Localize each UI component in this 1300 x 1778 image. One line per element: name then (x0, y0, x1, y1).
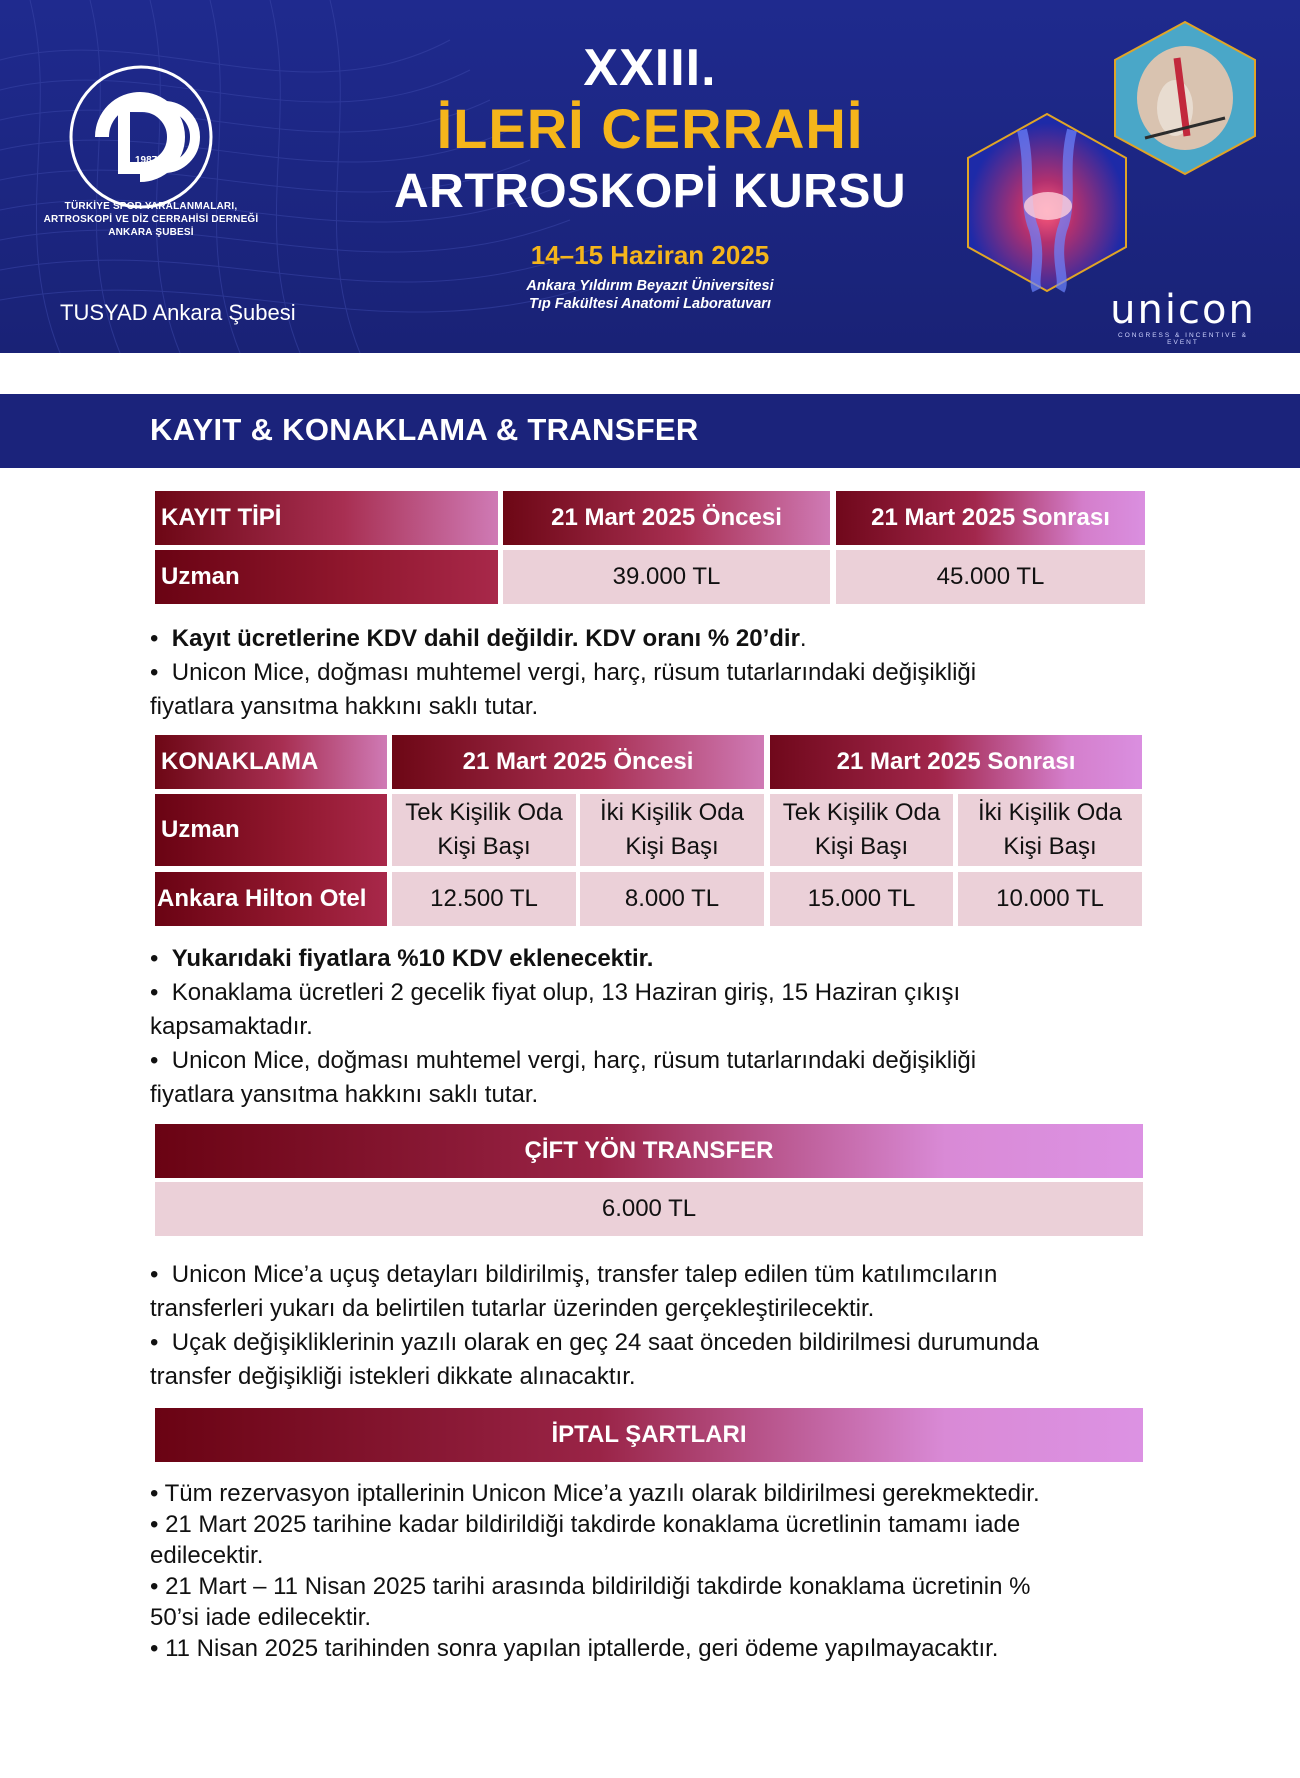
table-cell-room-type (770, 794, 953, 866)
note-line: fiyatlara yansıtma hakkını saklı tutar. (150, 1081, 539, 1108)
note-text: Unicon Mice, doğması muhtemel vergi, harç, rüsum tutarlarındaki değişikliği (171, 659, 977, 686)
note-line: • Kayıt ücretlerine KDV dahil değildir. KDV oranı % 20’dir. (150, 625, 807, 652)
table-header-cell: KONAKLAMA (155, 735, 387, 789)
edition-number: XXIII. (583, 39, 717, 97)
table-row-label: Uzman (155, 550, 498, 604)
transfer-header: ÇİFT YÖN TRANSFER (155, 1124, 1143, 1178)
note-text: . (799, 625, 807, 652)
note-line: • Unicon Mice, doğması muhtemel vergi, harç, rüsum tutarlarındaki değişikliği (150, 659, 977, 686)
note-line: • Uçak değişikliklerinin yazılı olarak en geç 24 saat önceden bildirilmesi durumunda (150, 1329, 1039, 1356)
table-cell-price: 15.000 TL (770, 872, 953, 926)
table-header-cell: 21 Mart 2025 Sonrası (836, 491, 1145, 545)
note-text: Konaklama ücretleri 2 gecelik fiyat olup, 13 Haziran giriş, 15 Haziran çıkışı (171, 979, 961, 1006)
logo-year: 1987 (135, 155, 158, 166)
table-cell-room-type (392, 794, 576, 866)
note-line: • Tüm rezervasyon iptallerinin Unicon Mice’a yazılı olarak bildirilmesi gerekmektedir. (150, 1480, 1040, 1507)
course-dates: 14–15 Haziran 2025 (530, 240, 770, 270)
note-bold: Yukarıdaki fiyatlara %10 KDV eklenecektir. (171, 945, 654, 972)
room-basis: Kişi Başı (814, 833, 909, 860)
room-basis: Kişi Başı (437, 833, 531, 860)
room-type: Tek Kişilik Oda (782, 799, 941, 826)
room-basis: Kişi Başı (625, 833, 719, 860)
table-row-label: Uzman (155, 794, 387, 866)
logo-caption-line: ANKARA ŞUBESİ (108, 227, 194, 238)
table-cell-price: 10.000 TL (958, 872, 1142, 926)
logo-caption-line: TÜRKİYE SPOR YARALANMALARI, (64, 201, 238, 212)
cancellation-header: İPTAL ŞARTLARI (155, 1408, 1143, 1462)
note-line: • Yukarıdaki fiyatlara %10 KDV eklenecektir. (150, 945, 654, 972)
logo-caption-line: ARTROSKOPİ VE DİZ CERRAHİSİ DERNEĞİ (43, 214, 259, 225)
table-cell-price: 45.000 TL (836, 550, 1145, 604)
section-heading-bar (0, 394, 1300, 468)
note-line: 50’si iade edilecektir. (150, 1604, 372, 1631)
unicon-logo: unicon (1110, 287, 1256, 333)
unicon-tagline: CONGRESS & INCENTIVE & EVENT (1118, 332, 1248, 346)
note-line: • 21 Mart – 11 Nisan 2025 tarihi arasında bildirildiği takdirde konaklama ücretinin % (150, 1573, 1031, 1600)
branch-name: TUSYAD Ankara Şubesi (60, 300, 296, 325)
note-line: • 21 Mart 2025 tarihine kadar bildirildiği takdirde konaklama ücretlinin tamamı iade (150, 1511, 1021, 1538)
table-cell-room-type (580, 794, 764, 866)
course-subtitle: ARTROSKOPİ KURSU (393, 165, 907, 218)
note-bold: Kayıt ücretlerine KDV dahil değildir. KDV oranı % 20’dir (171, 625, 800, 652)
transfer-price: 6.000 TL (155, 1182, 1143, 1236)
table-header-cell: 21 Mart 2025 Sonrası (770, 735, 1142, 789)
room-type: İki Kişilik Oda (599, 799, 745, 826)
note-line: • Unicon Mice, doğması muhtemel vergi, harç, rüsum tutarlarındaki değişikliği (150, 1047, 977, 1074)
table-header-cell: 21 Mart 2025 Öncesi (503, 491, 830, 545)
table-cell-price: 39.000 TL (503, 550, 830, 604)
table-header-cell: 21 Mart 2025 Öncesi (392, 735, 764, 789)
unicon-brand (1103, 287, 1263, 346)
note-line: transferleri yukarı da belirtilen tutarlar üzerinden gerçekleştirilecektir. (150, 1295, 875, 1322)
table-cell-room-type (958, 794, 1142, 866)
venue-line: Ankara Yıldırım Beyazıt Üniversitesi (526, 278, 774, 294)
table-cell-price: 8.000 TL (580, 872, 764, 926)
table-cell-price: 12.500 TL (392, 872, 576, 926)
room-type: Tek Kişilik Oda (405, 799, 563, 826)
note-text: Uçak değişikliklerinin yazılı olarak en geç 24 saat önceden bildirilmesi durumunda (171, 1329, 1039, 1356)
note-line: edilecektir. (150, 1542, 264, 1569)
note-line: • Unicon Mice’a uçuş detayları bildirilmiş, transfer talep edilen tüm katılımcıların (150, 1261, 998, 1288)
note-line: kapsamaktadır. (150, 1013, 313, 1040)
logo-caption (36, 200, 266, 239)
room-type: İki Kişilik Oda (977, 799, 1123, 826)
table-header-cell: KAYIT TİPİ (155, 491, 498, 545)
transfer-notes (150, 1258, 1150, 1394)
course-title-block (340, 40, 960, 313)
note-text: Unicon Mice’a uçuş detayları bildirilmiş, transfer talep edilen tüm katılımcıların (171, 1261, 998, 1288)
note-line: fiyatlara yansıtma hakkını saklı tutar. (150, 693, 539, 720)
cancellation-notes (150, 1478, 1150, 1664)
registration-notes (150, 622, 1150, 724)
room-basis: Kişi Başı (1003, 833, 1097, 860)
header-banner (0, 0, 1300, 353)
course-title: İLERİ CERRAHİ (436, 97, 864, 160)
table-row-label: Ankara Hilton Otel (155, 872, 387, 926)
accommodation-notes (150, 942, 1150, 1112)
society-logo (62, 58, 220, 216)
note-text: Unicon Mice, doğması muhtemel vergi, harç, rüsum tutarlarındaki değişikliği (171, 1047, 977, 1074)
note-line: • Konaklama ücretleri 2 gecelik fiyat olup, 13 Haziran giriş, 15 Haziran çıkışı (150, 979, 961, 1006)
arthroscopy-image (1105, 18, 1265, 178)
section-title: KAYIT & KONAKLAMA & TRANSFER (150, 412, 699, 447)
note-line: • 11 Nisan 2025 tarihinden sonra yapılan iptallerde, geri ödeme yapılmayacaktır. (150, 1635, 999, 1662)
note-line: transfer değişikliği istekleri dikkate alınacaktır. (150, 1363, 636, 1390)
venue-line: Tıp Fakültesi Anatomi Laboratuvarı (529, 296, 771, 312)
